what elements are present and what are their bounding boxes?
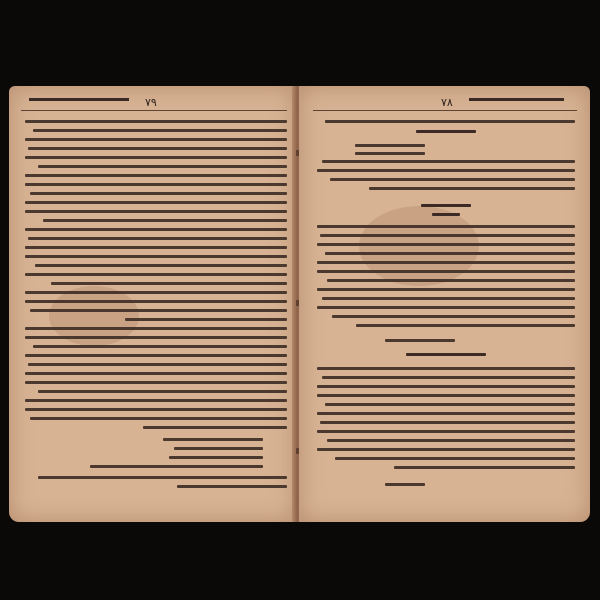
text-line-placeholder <box>317 394 575 397</box>
text-line-placeholder <box>317 288 575 291</box>
text-line-placeholder <box>322 297 575 300</box>
left-header-rule <box>21 110 287 111</box>
text-line-placeholder <box>317 385 575 388</box>
text-line-placeholder <box>317 169 575 172</box>
text-line-placeholder <box>335 457 575 460</box>
text-line-placeholder <box>369 187 575 190</box>
text-line-placeholder <box>327 439 575 442</box>
text-line-placeholder <box>30 309 287 312</box>
text-line-placeholder <box>25 201 287 204</box>
text-line-placeholder <box>38 165 287 168</box>
text-line-placeholder <box>327 279 575 282</box>
text-line-placeholder <box>38 476 287 479</box>
text-line-placeholder <box>317 306 575 309</box>
text-line-placeholder <box>385 339 455 342</box>
text-line-placeholder <box>25 138 287 141</box>
left-running-head <box>29 98 129 101</box>
text-line-placeholder <box>25 246 287 249</box>
text-line-placeholder <box>385 483 425 486</box>
text-line-placeholder <box>25 372 287 375</box>
text-line-placeholder <box>325 403 575 406</box>
text-line-placeholder <box>322 160 575 163</box>
right-page-text-block <box>317 118 575 510</box>
text-line-placeholder <box>317 225 575 228</box>
text-line-placeholder <box>394 466 575 469</box>
text-line-placeholder <box>25 291 287 294</box>
text-line-placeholder <box>25 354 287 357</box>
text-line-placeholder <box>25 300 287 303</box>
text-line-placeholder <box>355 144 425 147</box>
text-line-placeholder <box>35 264 287 267</box>
text-line-placeholder <box>320 421 575 424</box>
text-line-placeholder <box>25 381 287 384</box>
text-line-placeholder <box>317 270 575 273</box>
text-line-placeholder <box>355 152 425 155</box>
text-line-placeholder <box>317 367 575 370</box>
text-line-placeholder <box>325 120 575 123</box>
left-page <box>9 86 296 522</box>
text-line-placeholder <box>25 174 287 177</box>
text-line-placeholder <box>177 485 287 488</box>
text-line-placeholder <box>30 417 287 420</box>
text-line-placeholder <box>25 228 287 231</box>
text-line-placeholder <box>317 412 575 415</box>
text-line-placeholder <box>317 261 575 264</box>
text-line-placeholder <box>28 363 287 366</box>
text-line-placeholder <box>25 336 287 339</box>
text-line-placeholder <box>143 426 287 429</box>
text-line-placeholder <box>25 399 287 402</box>
text-line-placeholder <box>317 448 575 451</box>
text-line-placeholder <box>25 327 287 330</box>
text-line-placeholder <box>25 120 287 123</box>
text-line-placeholder <box>325 252 575 255</box>
text-line-placeholder <box>174 447 263 450</box>
text-line-placeholder <box>28 237 287 240</box>
heading-line-placeholder <box>421 204 471 207</box>
text-line-placeholder <box>125 318 287 321</box>
text-line-placeholder <box>28 147 287 150</box>
right-header-rule <box>313 110 577 111</box>
text-line-placeholder <box>332 315 575 318</box>
text-line-placeholder <box>25 210 287 213</box>
text-line-placeholder <box>322 376 575 379</box>
heading-line-placeholder <box>406 353 486 356</box>
text-line-placeholder <box>25 408 287 411</box>
right-running-head <box>469 98 564 101</box>
text-line-placeholder <box>317 243 575 246</box>
heading-line-placeholder <box>432 213 460 216</box>
text-line-placeholder <box>25 273 287 276</box>
text-line-placeholder <box>356 324 575 327</box>
right-page <box>299 86 590 522</box>
right-page-number: ٧٨ <box>441 96 453 109</box>
left-page-number: ٧٩ <box>145 96 157 109</box>
text-line-placeholder <box>30 192 287 195</box>
left-page-text-block <box>25 118 287 510</box>
text-line-placeholder <box>38 390 287 393</box>
text-line-placeholder <box>320 234 575 237</box>
text-line-placeholder <box>163 438 263 441</box>
text-line-placeholder <box>43 219 287 222</box>
text-line-placeholder <box>33 129 287 132</box>
text-line-placeholder <box>25 156 287 159</box>
text-line-placeholder <box>169 456 263 459</box>
text-line-placeholder <box>330 178 575 181</box>
text-line-placeholder <box>25 183 287 186</box>
heading-line-placeholder <box>416 130 476 133</box>
text-line-placeholder <box>25 255 287 258</box>
text-line-placeholder <box>51 282 287 285</box>
text-line-placeholder <box>90 465 263 468</box>
text-line-placeholder <box>33 345 287 348</box>
text-line-placeholder <box>317 430 575 433</box>
